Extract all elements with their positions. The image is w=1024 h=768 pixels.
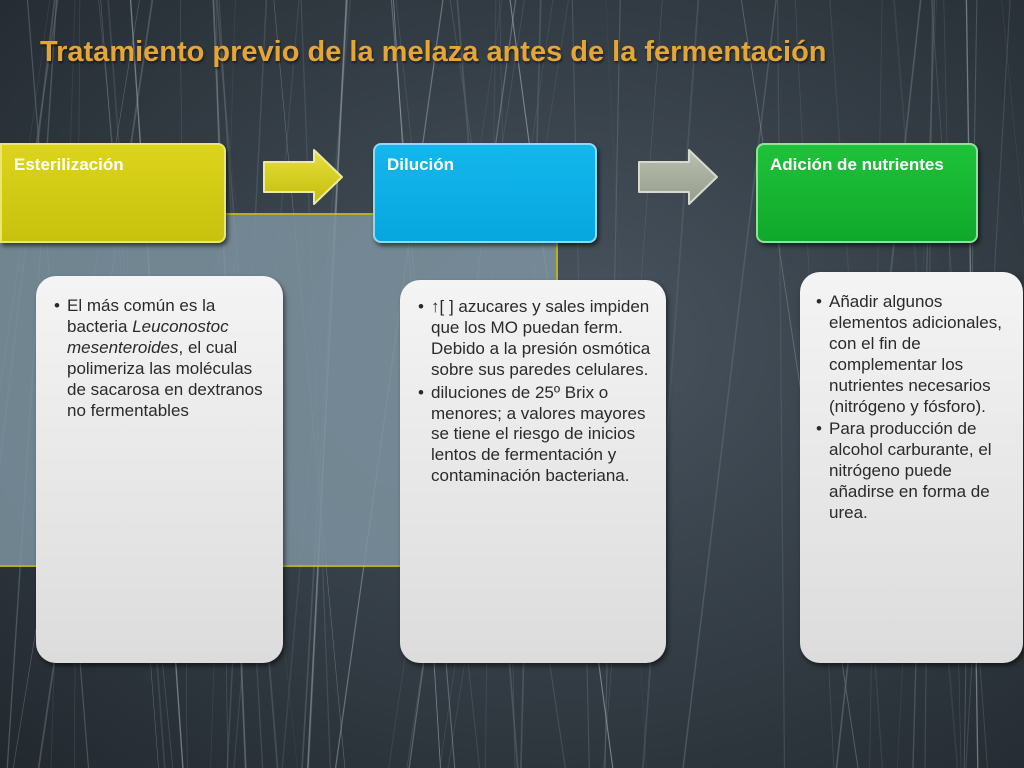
bullet-item: • Añadir algunos elementos adicionales, con el fin de complementar los nutrientes necesarios (nitrógeno y fósforo). <box>816 292 1002 416</box>
right-arrow-icon <box>262 148 344 206</box>
bullet-item: • El más común es la bacteria Leuconostoc mesenteroides, el cual polimeriza las moléculas de sacarosa en dextranos no fermentables <box>54 296 263 420</box>
bullet-icon: • <box>418 382 424 402</box>
bullet-item: • ↑[ ] azucares y sales impiden que los MO puedan ferm. Debido a la presión osmótica sobre sus paredes celulares. <box>418 297 651 379</box>
right-arrow-icon <box>637 148 719 206</box>
bullet-icon: • <box>816 292 822 311</box>
content-box-dilucion <box>400 280 666 663</box>
background-streak <box>682 0 778 768</box>
step-label: Adición de nutrientes <box>770 155 944 174</box>
bullet-item: • diluciones de 25º Brix o menores; a valores mayores se tiene el riesgo de inicios lentos de fermentación y contaminación bacteriana. <box>418 382 646 486</box>
step-header-esterilizacion <box>0 143 226 243</box>
step-header-nutrientes <box>756 143 978 243</box>
slide-title: Tratamiento previo de la melaza antes de la fermentación <box>40 36 827 68</box>
species-name: Leuconostoc mesenteroides <box>67 316 229 357</box>
step-label: Esterilización <box>14 155 124 174</box>
step-label: Dilución <box>387 155 455 174</box>
step-header-dilucion <box>373 143 597 243</box>
bullet-icon: • <box>54 296 60 315</box>
content-box-nutrientes <box>800 272 1023 663</box>
bullet-icon: • <box>816 419 822 439</box>
bullet-item: • Para producción de alcohol carburante, el nitrógeno puede añadirse en forma de urea. <box>816 419 992 523</box>
bullet-icon: • <box>418 297 424 316</box>
content-box-esterilizacion <box>36 276 283 663</box>
background-streak <box>777 0 784 768</box>
